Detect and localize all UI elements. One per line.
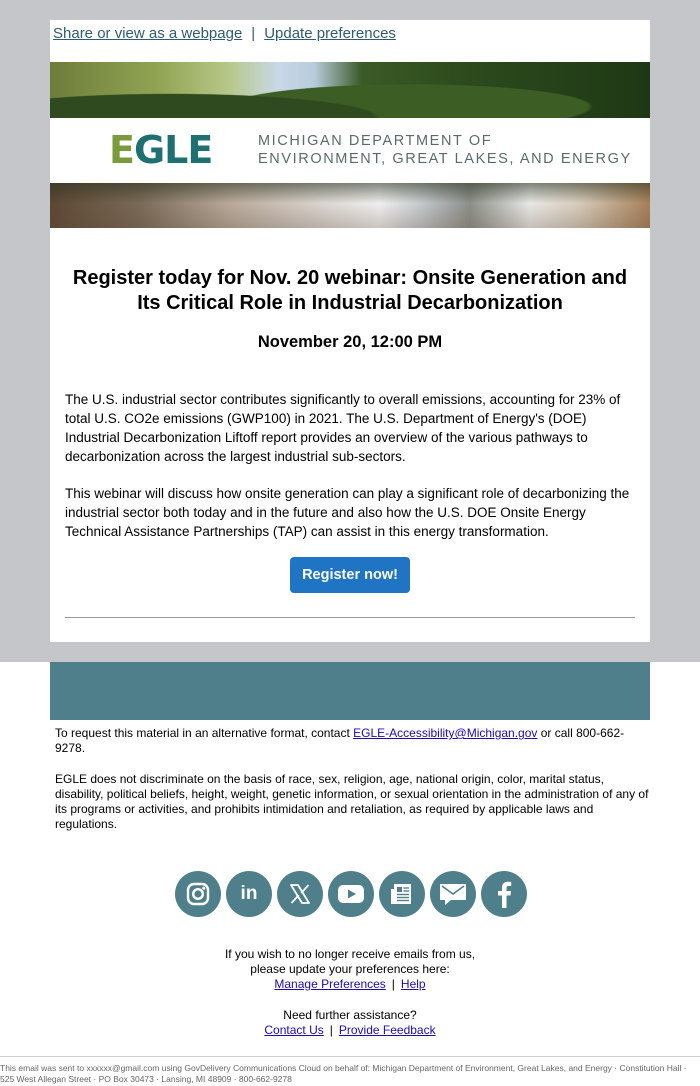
provide-feedback-link[interactable]: Provide Feedback [338, 1023, 436, 1037]
unsubscribe-separator: | [391, 977, 395, 991]
unsubscribe-links [0, 977, 700, 992]
govdelivery-footer: This email was sent to xxxxxx@gmail.com using GovDelivery Communications Cloud on behalf of: Michigan Department of Environment, Great Lakes, and Energy · Constitution Hall · 525 West Allegan Street · PO Box 30473 · Lansing, MI 48909 · 800-662-9278 [0, 1063, 687, 1084]
description-paragraph: This webinar will discuss how onsite generation can play a significant role of decarbonizing the industrial sector both today and in the future and also how the U.S. DOE Onsite Energy Technical Assistance Partnerships (TAP) can assist in this energy transformation. [65, 486, 630, 539]
share-webpage-link[interactable]: Share or view as a webpage [53, 25, 243, 42]
nondiscrimination-notice: EGLE does not discriminate on the basis of race, sex, religion, age, national origin, color, marital status, disability, political beliefs, height, weight, genetic information, or sexual orientation in the administration of any of its programs or activities, and prohibits intimidation and retaliation, as required by applicable laws and regulations. [55, 772, 649, 831]
top-links-separator: | [251, 25, 256, 42]
unsubscribe-line-2: please update your preferences here: [250, 962, 450, 976]
egle-logo: EGLE [109, 128, 213, 172]
email-card [50, 20, 650, 642]
assistance-block [0, 1008, 700, 1038]
banner-waterfall-image [50, 183, 650, 228]
alternative-format-notice [55, 726, 650, 756]
webinar-title [50, 266, 650, 316]
manage-preferences-link[interactable]: Manage Preferences [274, 977, 386, 991]
intro-paragraph: The U.S. industrial sector contributes significantly to overall emissions, accounting for 23% of total U.S. CO2e emissions (GWP100) in 2021. The U.S. Department of Energy's (DOE) Industrial Decarbonization Liftoff report provides an overview of the various pathways to decarbonization across the largest industrial sub-sectors. [65, 392, 621, 464]
email-icon[interactable] [430, 871, 476, 917]
unsubscribe-line-1: If you wish to no longer receive emails from us, [224, 947, 476, 961]
alt-format-suffix: or call 800-662-9278. [55, 726, 625, 755]
logo-strip [50, 118, 650, 183]
header-banner [50, 62, 650, 228]
linkedin-icon-text: in [240, 883, 258, 904]
assistance-heading: Need further assistance? [283, 1008, 417, 1022]
update-preferences-link[interactable]: Update preferences [264, 25, 396, 42]
linkedin-icon[interactable] [226, 871, 272, 917]
contact-us-link[interactable]: Contact Us [264, 1023, 324, 1037]
top-links [53, 25, 396, 42]
accessibility-email-link[interactable]: EGLE-Accessibility@Michigan.gov [353, 726, 538, 740]
alt-format-prefix: To request this material in an alternative format, contact [55, 726, 354, 740]
banner-forest-image [50, 62, 650, 118]
help-link[interactable]: Help [400, 977, 426, 991]
unsubscribe-block [0, 947, 700, 992]
assistance-links [0, 1023, 700, 1038]
x-icon[interactable] [277, 871, 323, 917]
webinar-title-line-2: Its Critical Role in Industrial Decarbonization [137, 292, 563, 314]
youtube-icon[interactable] [328, 871, 374, 917]
register-now-button[interactable]: Register now! [290, 557, 410, 593]
content-divider [65, 617, 635, 618]
department-name [258, 132, 632, 168]
facebook-icon[interactable] [481, 871, 527, 917]
teal-footer-bar [50, 662, 650, 720]
newsroom-icon[interactable] [379, 871, 425, 917]
webinar-title-line-1: Register today for Nov. 20 webinar: Onsite Generation and [72, 267, 628, 289]
department-line-2: ENVIRONMENT, GREAT LAKES, AND ENERGY [258, 151, 632, 167]
assistance-separator: | [329, 1023, 333, 1037]
instagram-icon[interactable] [175, 871, 221, 917]
social-icons-row [175, 871, 527, 917]
footer-divider [0, 1056, 700, 1057]
department-line-1: MICHIGAN DEPARTMENT OF [258, 133, 493, 149]
webinar-date: November 20, 12:00 PM [257, 333, 443, 351]
